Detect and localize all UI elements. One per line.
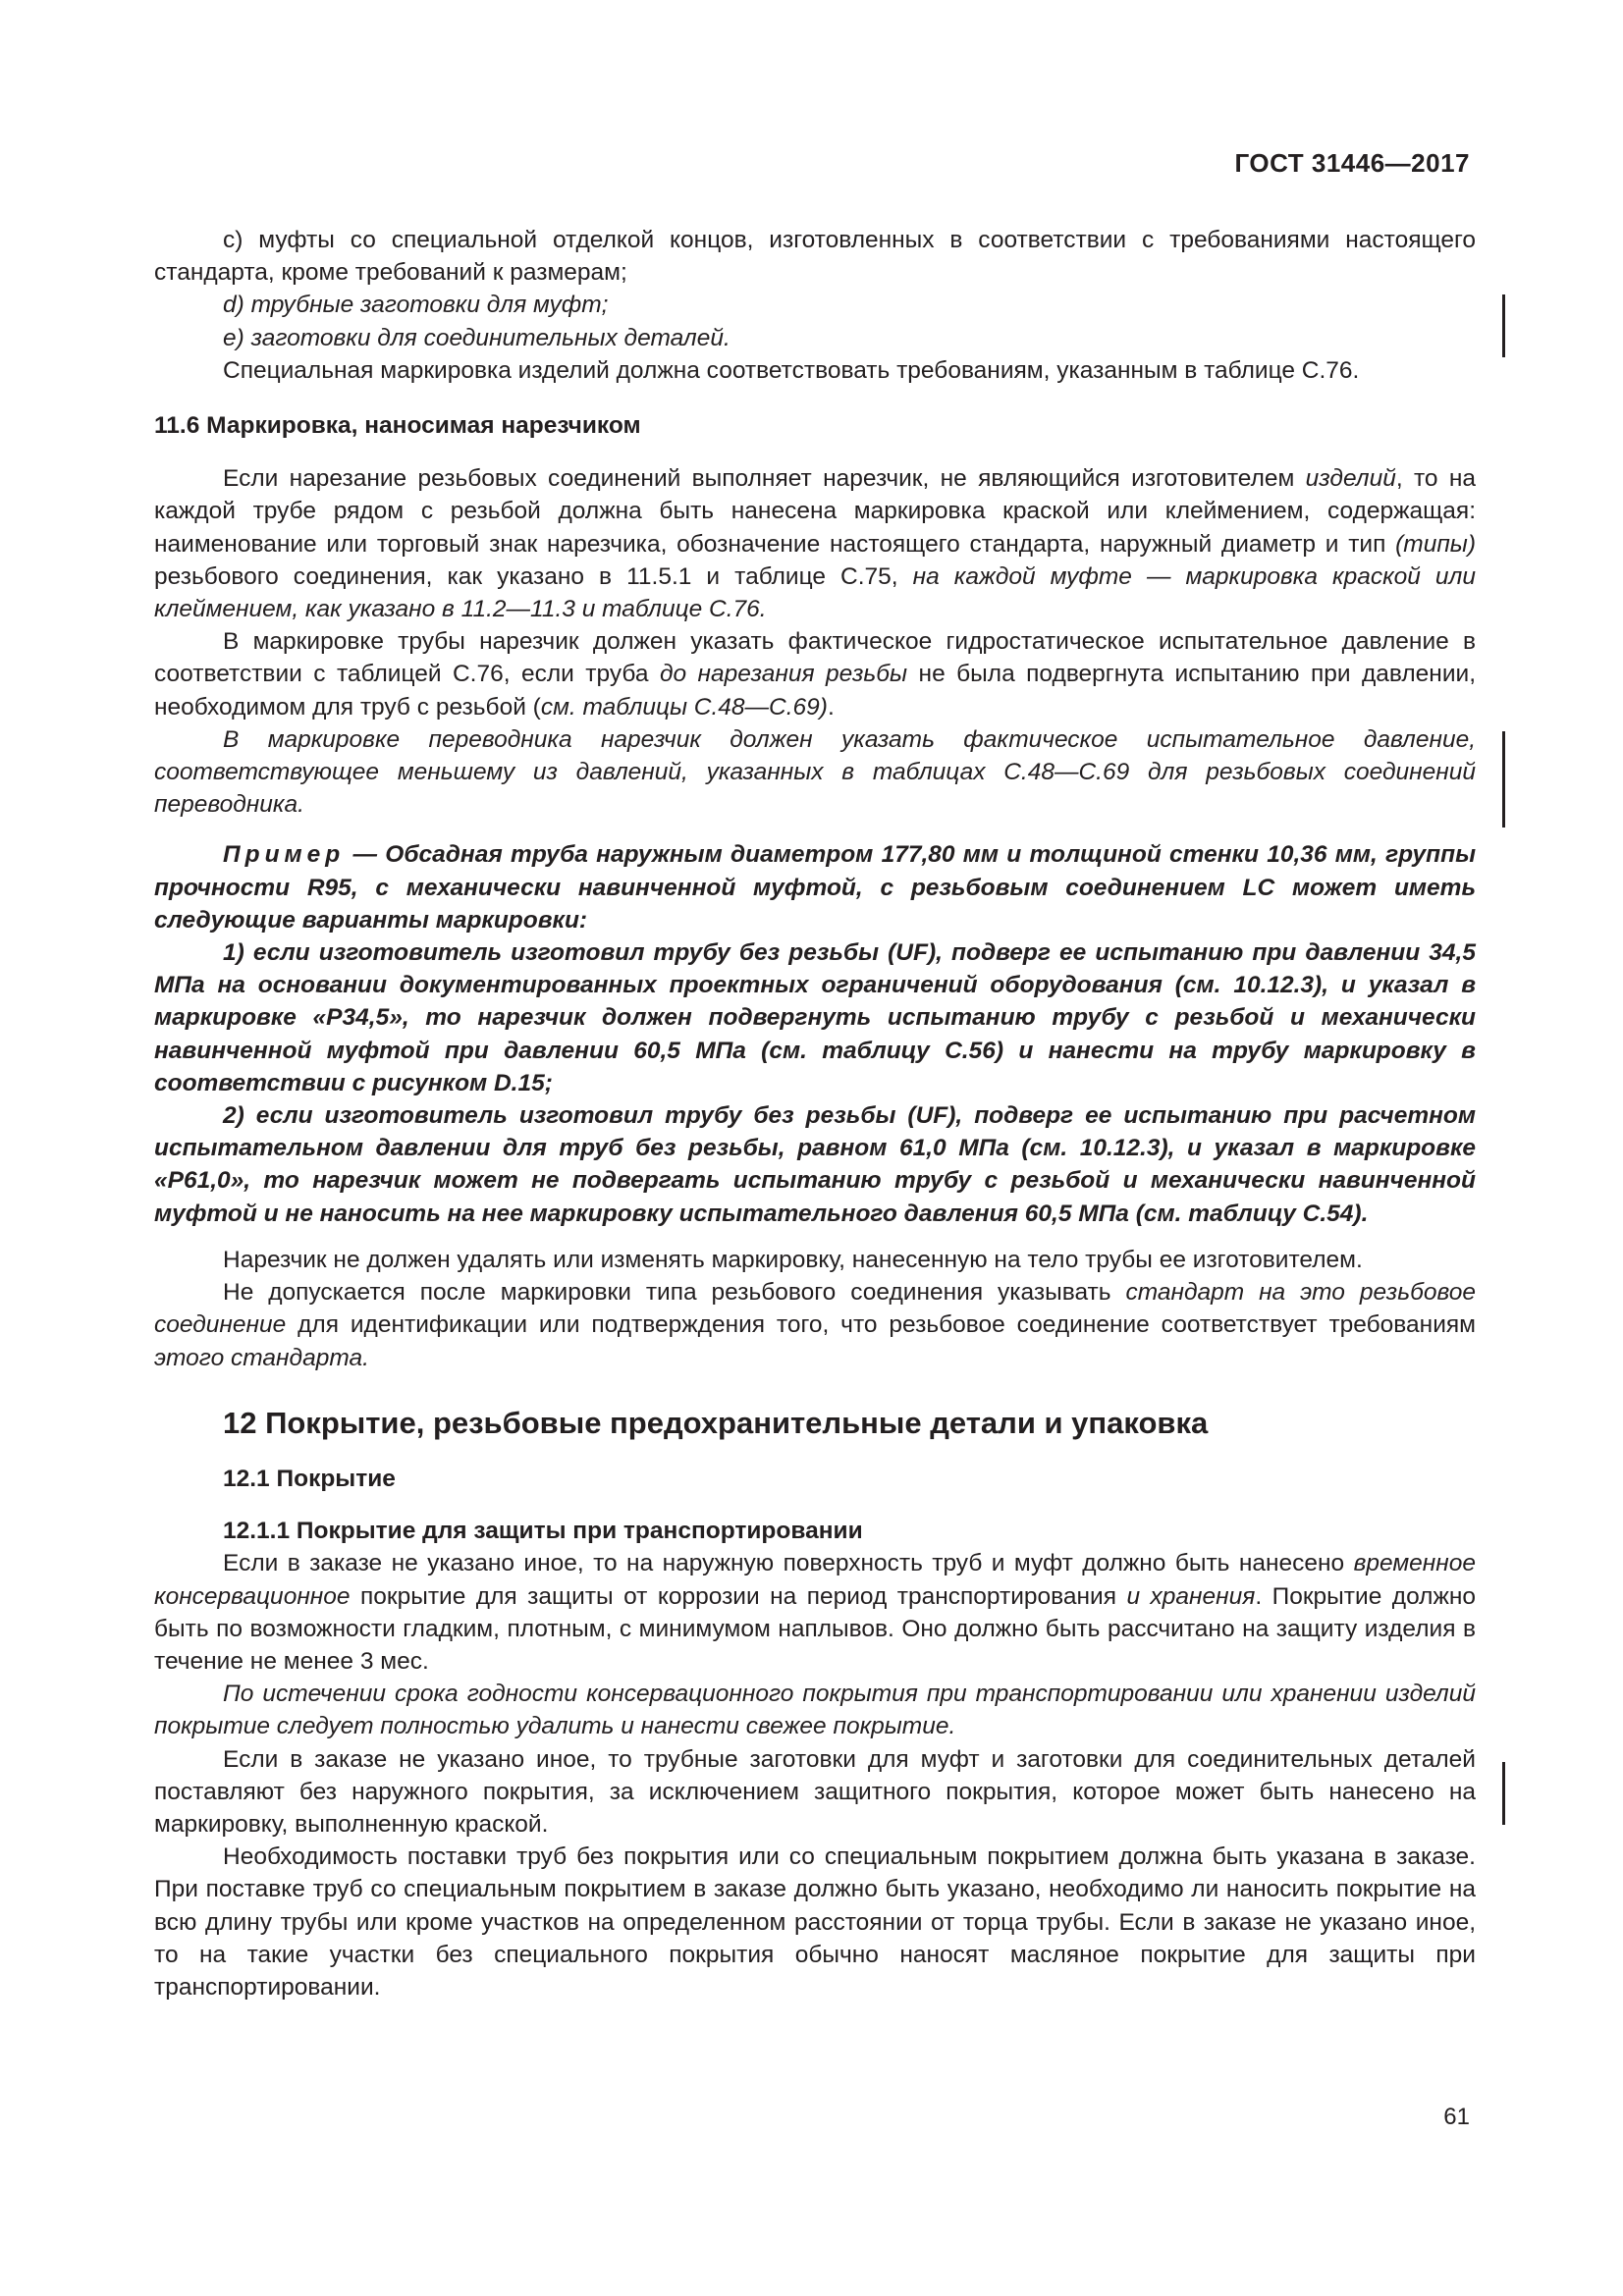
text-run-italic: на каждой муфте — маркировка краской или клеймением, как указано в 11.2—11.3 и таблице С.76. xyxy=(154,562,1477,623)
special-marking-paragraph: Специальная маркировка изделий должна соответствовать требованиям, указанным в таблице С.76. xyxy=(223,356,1360,384)
change-bar xyxy=(1502,731,1505,828)
list-item-c: с) муфты со специальной отделкой концов, изготовленных в соответствии с требованиями настоящего стандарта, кроме требований к размерам; xyxy=(154,227,1476,287)
text-run-italic: см. таблицы С.48—С.69) xyxy=(540,693,828,721)
paragraph-11-6-5 xyxy=(154,1276,1476,1374)
example-block xyxy=(154,838,1476,1229)
paragraph-11-6-2 xyxy=(154,625,1476,723)
text-run: — Обсадная труба наружным диаметром 177,80 мм и толщиной стенки 10,36 мм, группы прочности R95, с механически навинченной муфтой, с резьбовым соединением LC может иметь следующие варианты маркировки: xyxy=(154,841,1476,934)
page-number: 61 xyxy=(1443,2104,1470,2130)
text-run: . Покрытие должно быть по возможности гладким, плотным, с минимумом наплывов. Оно должно быть рассчитано на защиту изделия в течение не менее 3 мес. xyxy=(154,1582,1476,1675)
section-11-6-title: 11.6 Маркировка, наносимая нарезчиком xyxy=(154,412,641,440)
text-run: покрытие для защиты от коррозии на период транспортирования xyxy=(350,1582,1127,1610)
paragraph-12-1-1-2: По истечении срока годности консервационного покрытия при транспортировании или хранении изделий покрытие следует полностью удалить и нанести свежее покрытие. xyxy=(154,1681,1476,1740)
paragraph-12-1-1-1 xyxy=(154,1547,1476,1678)
text-run-italic: и хранения xyxy=(1126,1582,1256,1610)
change-bar xyxy=(1502,1762,1505,1825)
text-run: резьбового соединения, как указано в 11.5.1 и таблице С.75, xyxy=(154,562,913,590)
paragraph-11-6-4: Нарезчик не должен удалять или изменять маркировку, нанесенную на тело трубы ее изготовителем. xyxy=(223,1246,1363,1273)
paragraph-12-1-1-4: Необходимость поставки труб без покрытия или со специальным покрытием должна быть указана в заказе. При поставке труб со специальным покрытием в заказе должно быть указано, необходимо ли наносить покрытие на всю длину трубы или кроме участков на определенном расстоянии от торца трубы. Если в заказе не указано иное, то на такие участки без специального покрытия обычно наносят масляное покрытие для защиты при транспортировании. xyxy=(154,1843,1476,2001)
list-item-d: d) трубные заготовки для муфт; xyxy=(223,292,609,319)
paragraph-11-6-3: В маркировке переводника нарезчик должен указать фактическое испытательное давление, соответствующее меньшему из давлений, указанных в таблицах С.48—С.69 для резьбовых соединений переводника. xyxy=(154,725,1476,819)
text-run-italic: стандарт на это резьбовое соединение xyxy=(154,1279,1476,1339)
text-run: В маркировке трубы нарезчик должен указать фактическое гидростатическое испытательное давление в соответствии с таблицей С.76, если труба xyxy=(154,628,1476,688)
text-run: Не допускается после маркировки типа резьбового соединения указывать xyxy=(223,1279,1126,1307)
text-run: не была подвергнута испытанию при давлении, необходимом для труб с резьбой ( xyxy=(154,661,1477,721)
text-run-italic: (типы) xyxy=(1395,530,1476,558)
section-12-1-1-title: 12.1.1 Покрытие для защиты при транспортировании xyxy=(223,1518,863,1545)
text-run-italic: до нарезания резьбы xyxy=(659,661,908,688)
example-intro xyxy=(154,838,1476,936)
document-header: ГОСТ 31446—2017 xyxy=(1234,148,1470,178)
paragraph-11-6-1 xyxy=(154,462,1476,625)
text-run: . xyxy=(827,693,835,721)
text-run: для идентификации или подтверждения того, что резьбовое соединение соответствует требованиям xyxy=(286,1311,1476,1339)
text-run: Если нарезание резьбовых соединений выполняет нарезчик, не являющийся изготовителем xyxy=(223,465,1306,493)
text-run: Если в заказе не указано иное, то на наружную поверхность труб и муфт должно быть нанесено xyxy=(223,1550,1354,1577)
text-run-italic: этого стандарта. xyxy=(154,1344,369,1371)
list-item-e: е) заготовки для соединительных деталей. xyxy=(223,324,730,351)
text-run-italic: изделий xyxy=(1305,465,1396,493)
example-label: Пример xyxy=(223,841,346,869)
page-body xyxy=(154,224,1476,2003)
section-12-1-title: 12.1 Покрытие xyxy=(223,1465,396,1492)
paragraph-12-1-1-3: Если в заказе не указано иное, то трубные заготовки для муфт и заготовки для соединительных деталей поставляют без наружного покрытия, за исключением защитного покрытия, которое может быть нанесено на маркировку, выполненную краской. xyxy=(154,1745,1476,1838)
example-item-1: 1) если изготовитель изготовил трубу без резьбы (UF), подверг ее испытанию при давлении 34,5 МПа на основании документированных проектных ограничений оборудования (см. 10.12.3), и указал в маркировке «Р34,5», то нарезчик должен подвергнуть испытанию трубу с резьбой и механически навинченной муфтой при давлении 60,5 МПа (см. таблицу С.56) и нанести на трубу маркировку в соответствии с рисунком D.15; xyxy=(154,939,1476,1096)
text-run: , то на каждой трубе рядом с резьбой должна быть нанесена маркировка краской или клеймением, содержащая: наименование или торговый знак нарезчика, обозначение настоящего стандарта, наружный диаметр и тип xyxy=(154,465,1476,558)
example-item-2: 2) если изготовитель изготовил трубу без резьбы (UF), подверг ее испытанию при расчетном испытательном давлении для труб без резьбы, равном 61,0 МПа (см. 10.12.3), и указал в маркировке «Р61,0», то нарезчик может не подвергать испытанию трубу с резьбой и механически навинченной муфтой и не наносить на нее маркировку испытательного давления 60,5 МПа (см. таблицу С.54). xyxy=(154,1102,1476,1227)
section-12-title: 12 Покрытие, резьбовые предохранительные детали и упаковка xyxy=(223,1405,1209,1440)
change-bar xyxy=(1502,294,1505,357)
text-run-italic: временное консервационное xyxy=(154,1550,1476,1610)
